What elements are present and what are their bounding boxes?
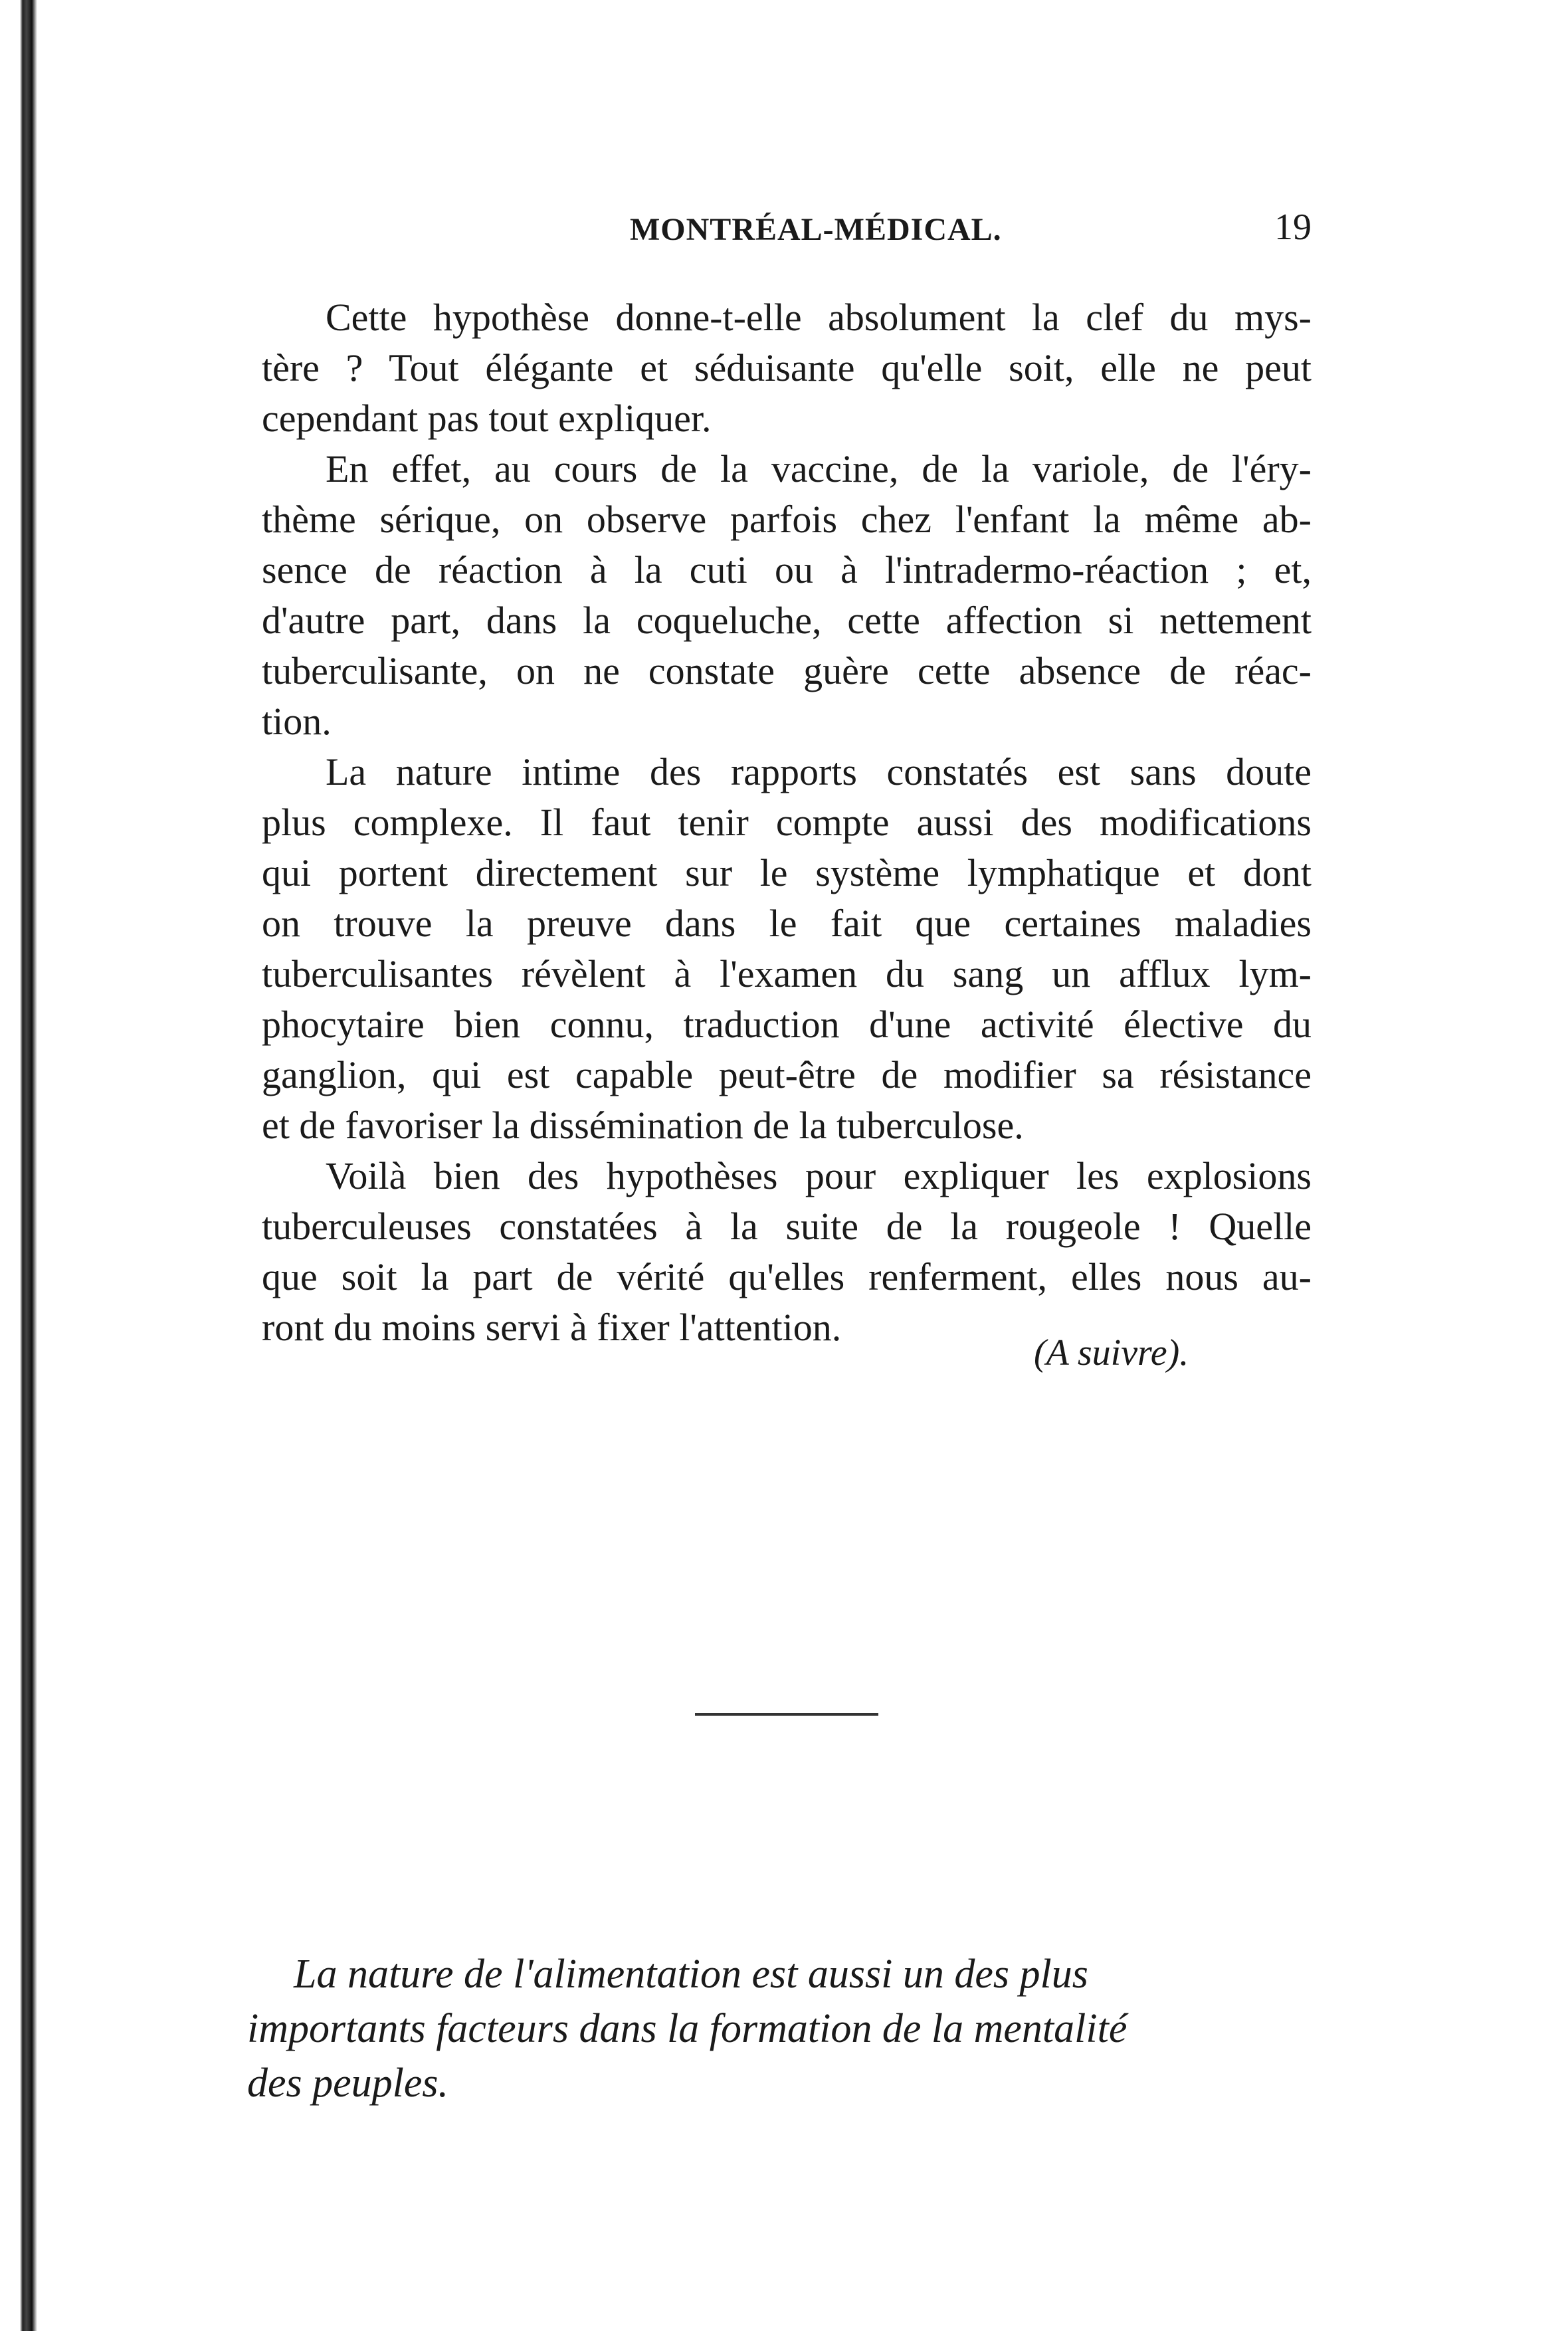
page-number: 19 <box>1274 207 1312 248</box>
quote-line: des peuples. <box>247 2061 449 2106</box>
text-line: tion. <box>262 700 332 743</box>
text-line: Cette hypothèse donne-t-elle absolument la clef du mys- <box>326 296 1312 339</box>
text-line: que soit la part de vérité qu'elles renferment, elles nous au- <box>262 1255 1312 1298</box>
text-line: cependant pas tout expliquer. <box>262 397 712 440</box>
text-line: Voilà bien des hypothèses pour expliquer les explosions <box>326 1154 1312 1197</box>
body-text <box>262 292 1312 1353</box>
running-head: MONTRÉAL-MÉDICAL. <box>630 212 1002 247</box>
text-line: d'autre part, dans la coqueluche, cette affection si nettement <box>262 599 1312 642</box>
text-line: La nature intime des rapports constatés est sans doute <box>326 750 1312 793</box>
text-line: ganglion, qui est capable peut-être de modifier sa résistance <box>262 1053 1312 1096</box>
text-line: tuberculisantes révèlent à l'examen du sang un afflux lym- <box>262 952 1312 995</box>
text-line: plus complexe. Il faut tenir compte aussi des modifications <box>262 801 1312 844</box>
text-line: tuberculisante, on ne constate guère cette absence de réac- <box>262 649 1312 692</box>
text-line: qui portent directement sur le système lymphatique et dont <box>262 851 1312 894</box>
quote-line: importants facteurs dans la formation de la mentalité <box>247 2006 1127 2051</box>
text-line: on trouve la preuve dans le fait que certaines maladies <box>262 902 1312 945</box>
text-line: phocytaire bien connu, traduction d'une activité élective du <box>262 1003 1312 1046</box>
text-line: thème sérique, on observe parfois chez l'enfant la même ab- <box>262 498 1312 541</box>
text-line: tuberculeuses constatées à la suite de la rougeole ! Quelle <box>262 1205 1312 1248</box>
section-divider <box>695 1713 878 1716</box>
quote-line: La nature de l'alimentation est aussi un des plus <box>294 1952 1088 1997</box>
closing-quote <box>247 1947 1310 2110</box>
text-line: ront du moins servi à fixer l'attention. <box>262 1306 842 1349</box>
to-be-continued: (A suivre). <box>1034 1332 1189 1373</box>
text-line: et de favoriser la dissémination de la tuberculose. <box>262 1104 1024 1147</box>
text-line: sence de réaction à la cuti ou à l'intradermo-réaction ; et, <box>262 548 1312 591</box>
binding-edge <box>0 0 63 2331</box>
text-line: tère ? Tout élégante et séduisante qu'elle soit, elle ne peut <box>262 346 1312 389</box>
text-line: En effet, au cours de la vaccine, de la variole, de l'éry- <box>326 447 1312 490</box>
